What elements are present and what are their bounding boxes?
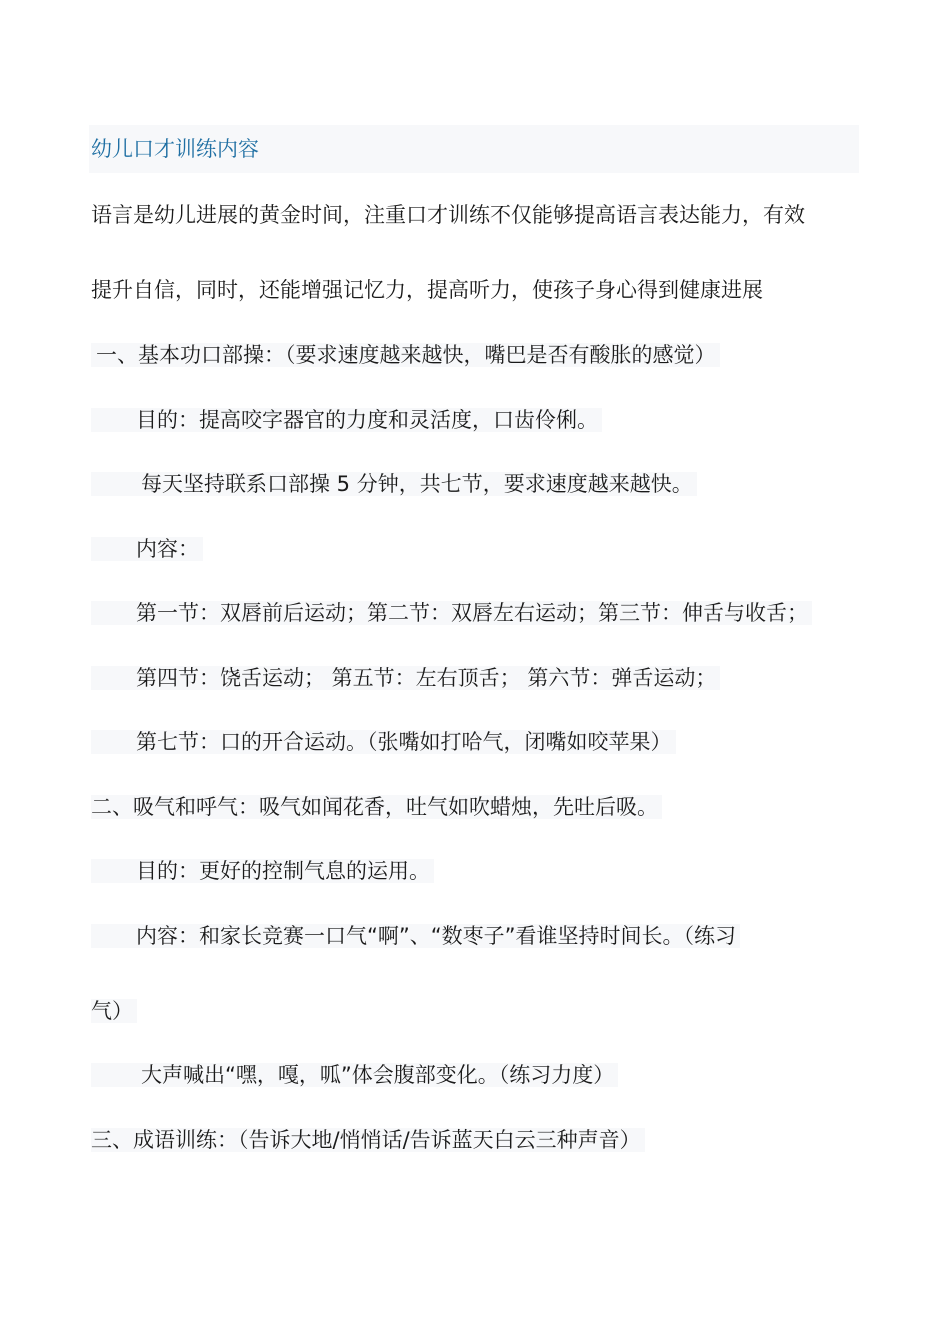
section-1-daily-row	[91, 469, 697, 499]
section-2-heading: 二、吸气和呼气：吸气如闻花香，吐气如吹蜡烛，先吐后吸。	[91, 795, 662, 819]
section-1-steps-row-1	[91, 598, 812, 628]
section-1-heading-row	[91, 340, 720, 370]
section-1-daily: 每天坚持联系口部操 5 分钟，共七节，要求速度越来越快。	[91, 472, 697, 496]
section-2-goal-row	[91, 856, 434, 886]
section-1-content-label: 内容：	[91, 537, 203, 561]
section-2-heading-row	[91, 792, 662, 822]
section-1-steps-1: 第一节：双唇前后运动；第二节：双唇左右运动；第三节：伸舌与收舌；	[91, 601, 812, 625]
section-3-heading-row	[91, 1125, 645, 1155]
intro-paragraph-line-2: 提升自信，同时，还能增强记忆力，提高听力，使孩子身心得到健康进展	[91, 278, 763, 302]
section-2-content-1: 内容：和家长竞赛一口气“啊”、“数枣子”看谁坚持时间长。（练习	[91, 924, 740, 948]
document-title: 幼儿口才训练内容	[91, 137, 259, 161]
section-1-steps-3: 第七节：口的开合运动。（张嘴如打哈气，闭嘴如咬苹果）	[91, 730, 676, 754]
section-2-content-2: 气）	[91, 999, 137, 1023]
section-3-heading: 三、成语训练：（告诉大地/悄悄话/告诉蓝天白云三种声音）	[91, 1128, 645, 1152]
section-2-content-row-1	[91, 921, 740, 951]
section-1-content-label-row	[91, 534, 203, 564]
section-2-goal: 目的：更好的控制气息的运用。	[91, 859, 434, 883]
intro-paragraph-line-1: 语言是幼儿进展的黄金时间，注重口才训练不仅能够提高语言表达能力，有效	[91, 203, 805, 227]
section-1-goal: 目的：提高咬字器官的力度和灵活度，口齿伶俐。	[91, 408, 602, 432]
section-1-goal-row	[91, 405, 602, 435]
section-1-heading: 一、基本功口部操：（要求速度越来越快，嘴巴是否有酸胀的感觉）	[91, 343, 720, 367]
section-2-shout-row	[91, 1060, 618, 1090]
section-2-shout: 大声喊出“嘿，嘎，呱”体会腹部变化。（练习力度）	[91, 1063, 618, 1087]
section-1-steps-row-2	[91, 663, 720, 693]
section-1-steps-row-3	[91, 727, 676, 757]
section-1-steps-2: 第四节：饶舌运动； 第五节：左右顶舌； 第六节：弹舌运动；	[91, 666, 720, 690]
section-2-content-row-2	[91, 996, 137, 1026]
